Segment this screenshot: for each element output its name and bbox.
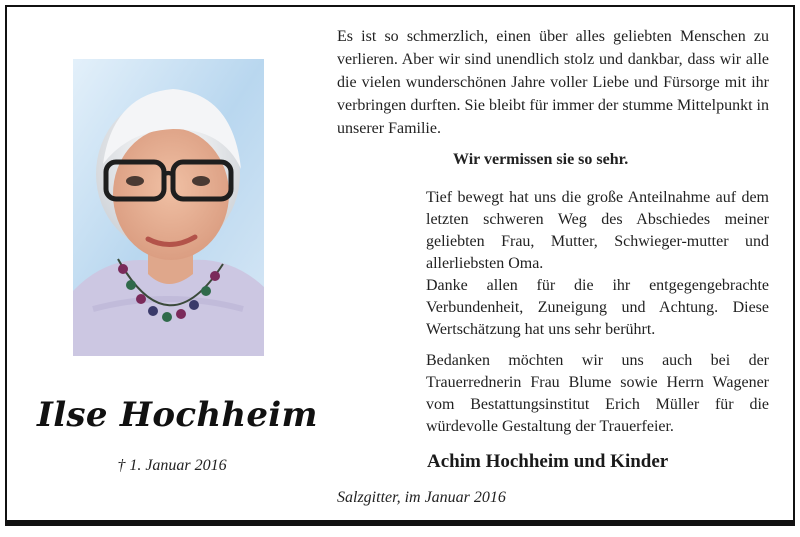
thanks-paragraph-3: Bedanken möchten wir uns auch bei der Trauerrednerin Frau Blume sowie Herrn Wagener vom Bestattungsinstitut Erich Müller für die würdevolle Gestaltung der Trauerfeier. xyxy=(426,352,769,435)
thanks-paragraph-1: Tief bewegt hat uns die große Anteilnahme auf dem letzten schweren Weg des Abschiedes meiner geliebten Frau, Mutter, Schwieger-mutter und allerliebsten Oma. xyxy=(426,189,769,272)
obituary-card xyxy=(5,5,795,526)
motto: Wir vermissen sie so sehr. xyxy=(453,151,629,168)
thanks-paragraph-2: Danke allen für die ihr entgegengebrachte Verbundenheit, Zuneigung und Achtung. Diese Wertschätzung hat uns sehr berührt. xyxy=(426,277,769,338)
death-date: † 1. Januar 2016 xyxy=(117,457,227,474)
place-date: Salzgitter, im Januar 2016 xyxy=(337,489,506,506)
signature: Achim Hochheim und Kinder xyxy=(427,451,669,472)
intro-paragraph: Es ist so schmerzlich, einen über alles geliebten Menschen zu verlieren. Aber wir sind unendlich stolz und dankbar, dass wir alle die vielen wunderschönen Jahre voller Liebe und Fürsorge mit ihr verbringen durften. Sie bleibt für immer der stumme Mittelpunkt in unserer Familie. xyxy=(337,28,769,137)
portrait-photo xyxy=(73,59,264,356)
deceased-name: Ilse Hochheim xyxy=(37,395,318,435)
